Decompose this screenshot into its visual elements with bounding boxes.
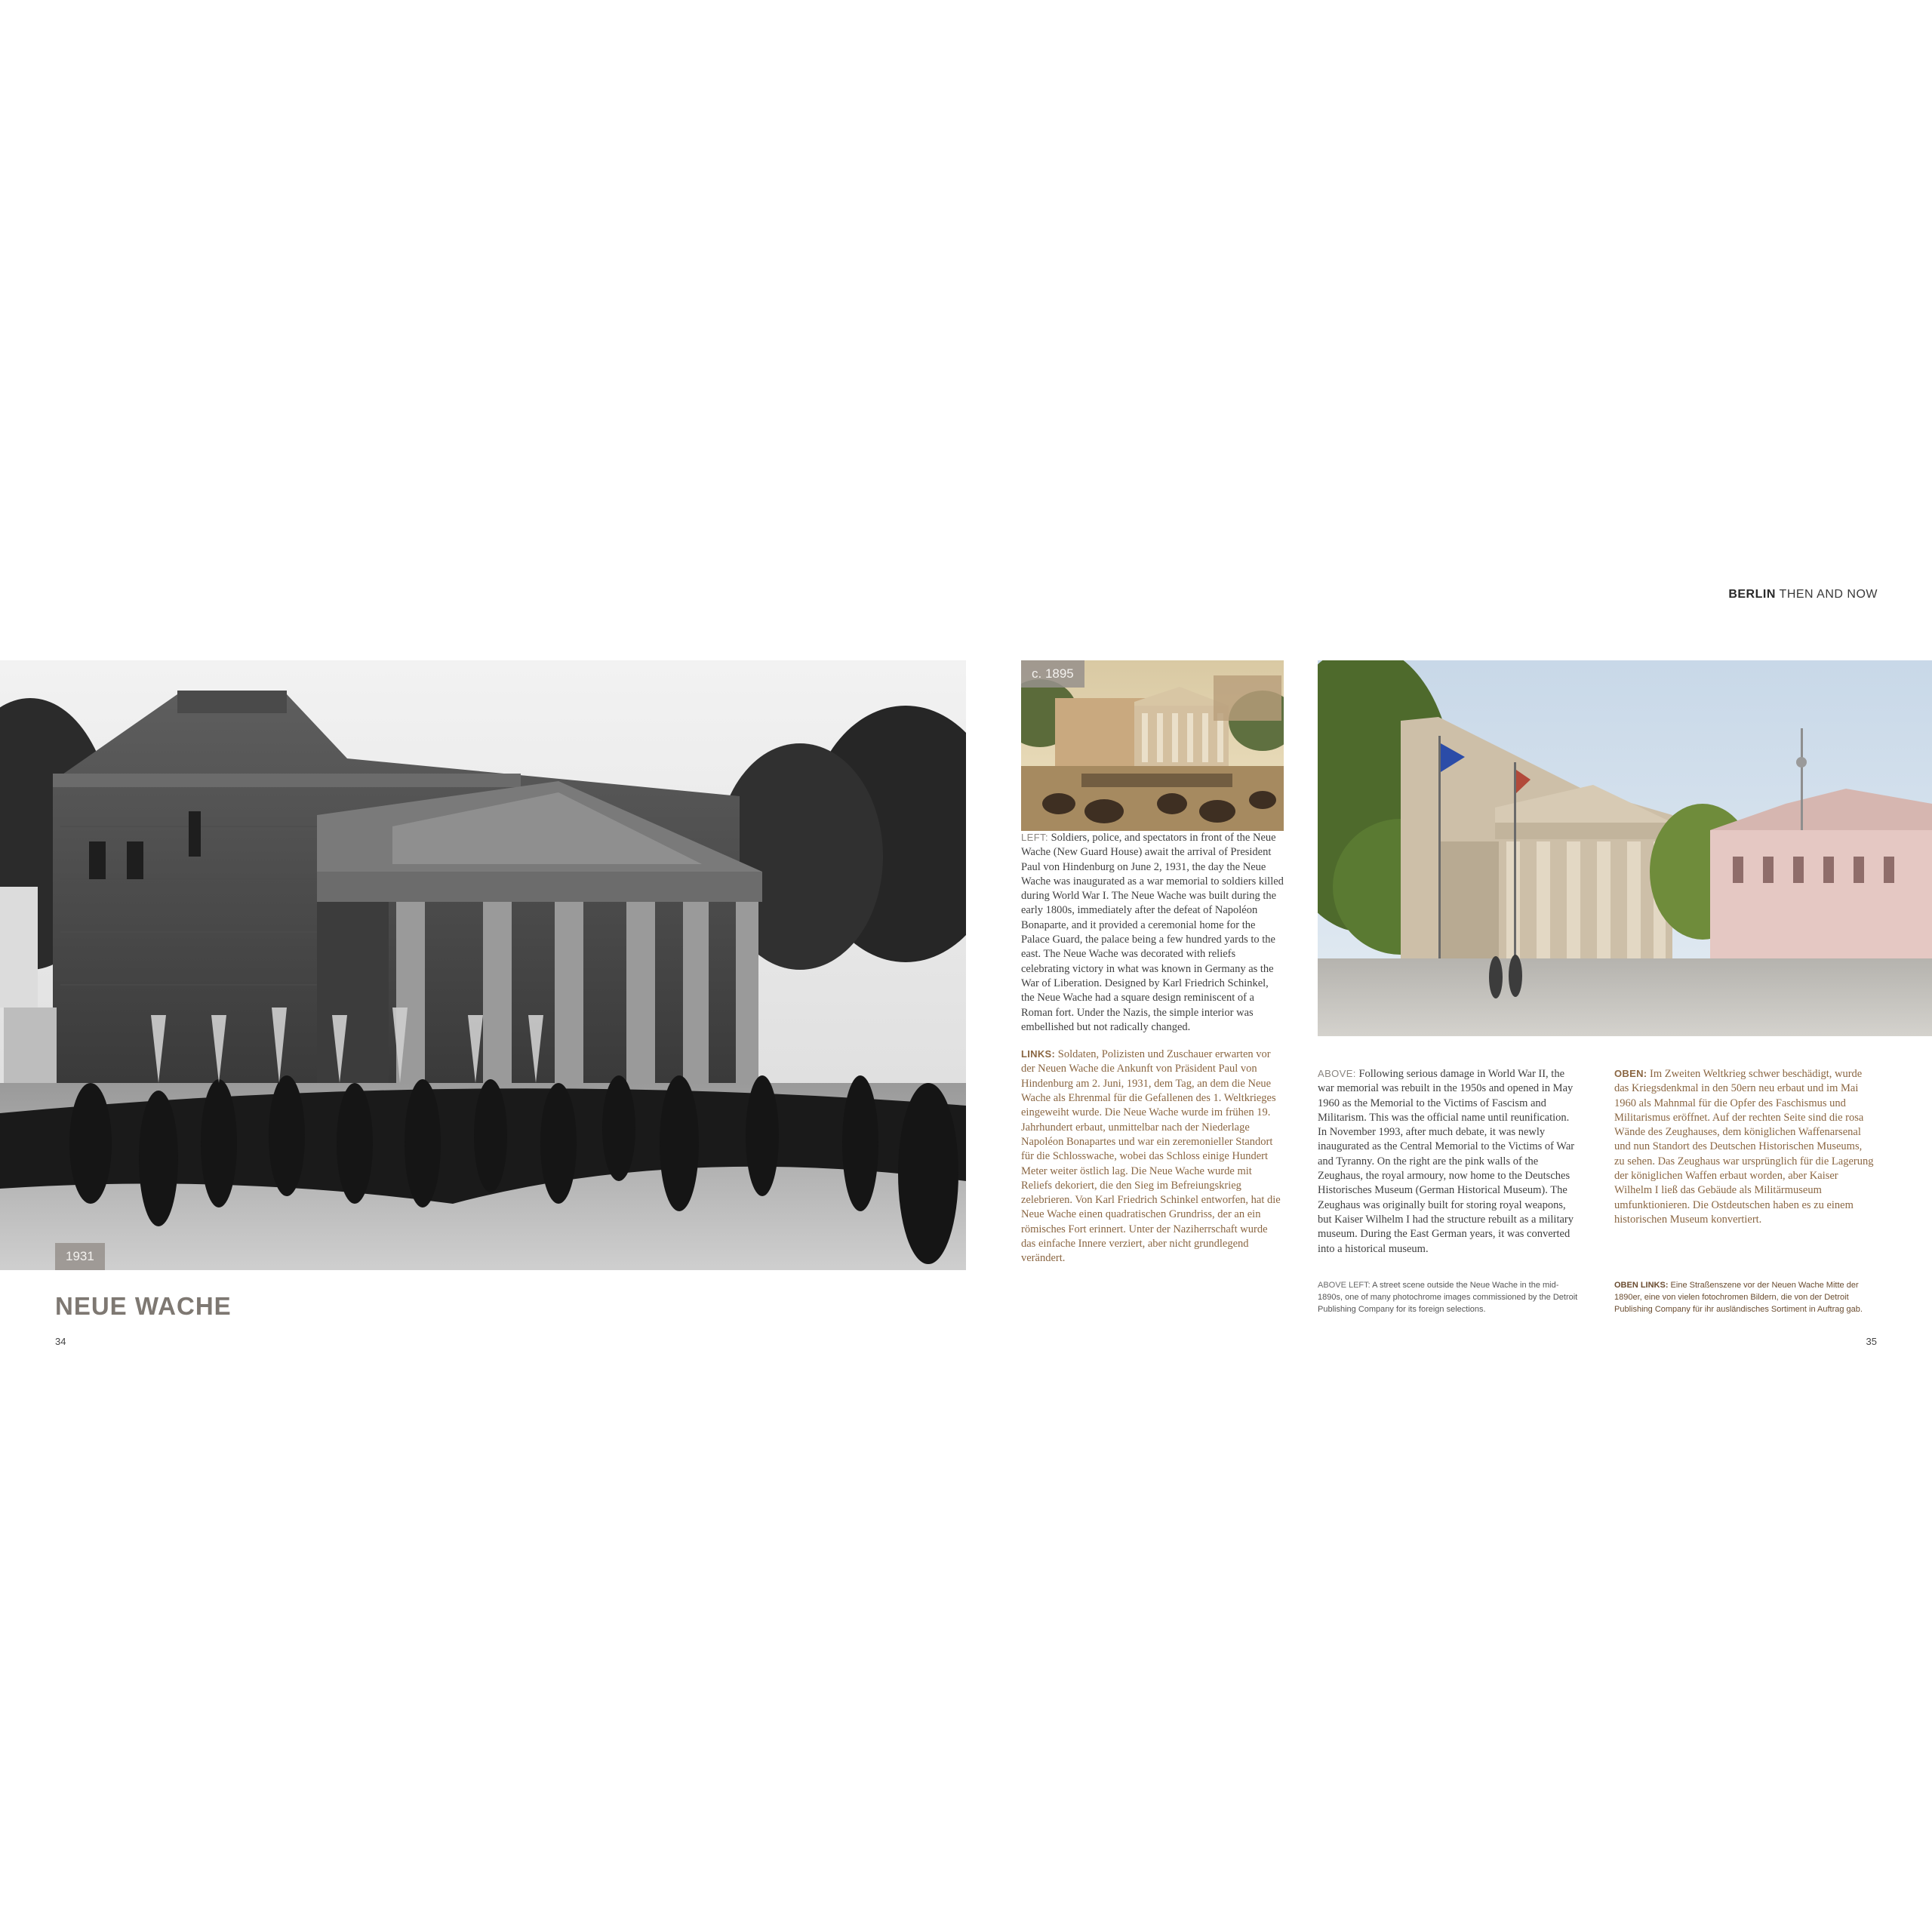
- paragraph-oben-german: [1614, 1066, 1875, 1227]
- photo-neue-wache-today: [1318, 660, 1932, 1036]
- paragraph-lead-left: LEFT:: [1021, 832, 1048, 843]
- page-number-left: 34: [55, 1336, 66, 1347]
- caption-above-left-english: [1318, 1279, 1578, 1315]
- year-tag-1931: 1931: [55, 1243, 105, 1270]
- paragraph-left-english: [1021, 830, 1284, 1035]
- paragraph-body: Soldaten, Polizisten und Zuschauer erwarten vor der Neuen Wache die Ankunft von Präsident Paul von Hindenburg am 2. Juni, 1931, dem Tag, an dem die Neue Wache als Ehrenmal für die Gefallenen des 1. Weltkrieges eingeweiht wurde. Die Neue Wache wurde im frühen 19. Jahrhundert erbaut, unmittelbar nach der Niederlage Napoléon Bonapartes und war ein zeremonieller Standort für die Schlosswache, wobei das Schloss einige Hundert Meter weiter östlich lag. Die Neue Wache wurde mit Reliefs dekoriert, die den Sieg im Befreiungskrieg zelebrieren. Von Karl Friedrich Schinkel entworfen, hat die Neue Wache einen quadratischen Grundriss, der an ein römisches Fort erinnert. Unter der Naziherrschaft wurde das einfache Innere verziert, aber nicht grundlegend verändert.: [1021, 1048, 1281, 1265]
- paragraph-body: Im Zweiten Weltkrieg schwer beschädigt, wurde das Kriegsdenkmal in den 50ern neu erbaut und im Mai 1960 als Mahnmal für die Opfer des Faschismus und Militarismus eröffnet. Auf der rechten Seite sind die rosa Wände des Zeughauses, dem königlichen Waffenarsenal und nun Standort des Deutschen Historischen Museums, zu sehen. Das Zeughaus war ursprünglich für die Lagerung der königlichen Waffen erbaut worden, aber Kaiser Wilhelm I ließ das Gebäude als Militärmuseum umfunktionieren. Die Ostdeutschen haben es zu einem historischen Museum konvertiert.: [1614, 1068, 1874, 1226]
- paragraph-body: Soldiers, police, and spectators in front of the Neue Wache (New Guard House) await the arrival of President Paul von Hindenburg on June 2, 1931, the day the Neue Wache was inaugurated as a war memorial to soldiers killed during World War I. The Neue Wache was built during the early 1800s, immediately after the defeat of Napoléon Bonaparte, and it provided a ceremonial home for the Palace Guard, the palace being a few hundred yards to the east. The Neue Wache was decorated with reliefs celebrating victory in what was known in Germany as the War of Liberation. Designed by Karl Friedrich Schinkel, the Neue Wache had a square design reminiscent of a Roman fort. Under the Nazis, the simple interior was embellished but not radically changed.: [1021, 832, 1284, 1033]
- page-number-right: 35: [1866, 1336, 1877, 1347]
- year-tag-1895: c. 1895: [1021, 660, 1084, 688]
- caption-oben-links-german: [1614, 1279, 1875, 1315]
- paragraph-left-german: [1021, 1047, 1284, 1266]
- text-column-right: [1614, 1066, 1875, 1239]
- caption-body: Eine Straßenszene vor der Neuen Wache Mitte der 1890er, eine von vielen fotochromen Bildern, die von der Detroit Publishing Company für ihr ausländisches Sortiment in Auftrag gab.: [1614, 1281, 1863, 1314]
- caption-lead: ABOVE LEFT:: [1318, 1281, 1371, 1290]
- paragraph-above-english: [1318, 1066, 1578, 1257]
- paragraph-lead-links: LINKS:: [1021, 1048, 1056, 1060]
- photo-1931-illustration: [0, 660, 966, 1270]
- caption-body: A street scene outside the Neue Wache in the mid-1890s, one of many photochrome images commissioned by the Detroit Publishing Company for its foreign selections.: [1318, 1281, 1578, 1314]
- text-column-left: [1021, 830, 1284, 1278]
- photo-neue-wache-1931: [0, 660, 966, 1270]
- page-title: NEUE WACHE: [55, 1292, 232, 1320]
- running-head-subtitle: THEN AND NOW: [1775, 588, 1878, 601]
- paragraph-lead-oben: OBEN:: [1614, 1068, 1647, 1079]
- text-column-middle: [1318, 1066, 1578, 1269]
- photo-neue-wache-1895: [1021, 660, 1284, 831]
- running-head-book: BERLIN: [1728, 588, 1776, 601]
- caption-lead: OBEN LINKS:: [1614, 1281, 1669, 1290]
- paragraph-lead-above: ABOVE:: [1318, 1068, 1356, 1079]
- running-head: [1728, 588, 1878, 601]
- photo-today-illustration: [1318, 660, 1932, 1036]
- paragraph-body: Following serious damage in World War II, the war memorial was rebuilt in the 1950s and opened in May 1960 as the Memorial to the Victims of Fascism and Militarism. This was the official name until reunification. In November 1993, after much debate, it was newly inaugurated as the Central Memorial to the Victims of War and Tyranny. On the right are the pink walls of the Zeughaus, the royal armoury, now home to the Deutsches Historisches Museum (German Historical Museum). The Zeughaus was originally built for storing royal weapons, but Kaiser Wilhelm I had the structure rebuilt as a military museum. During the East German years, it was converted into a historical museum.: [1318, 1068, 1575, 1255]
